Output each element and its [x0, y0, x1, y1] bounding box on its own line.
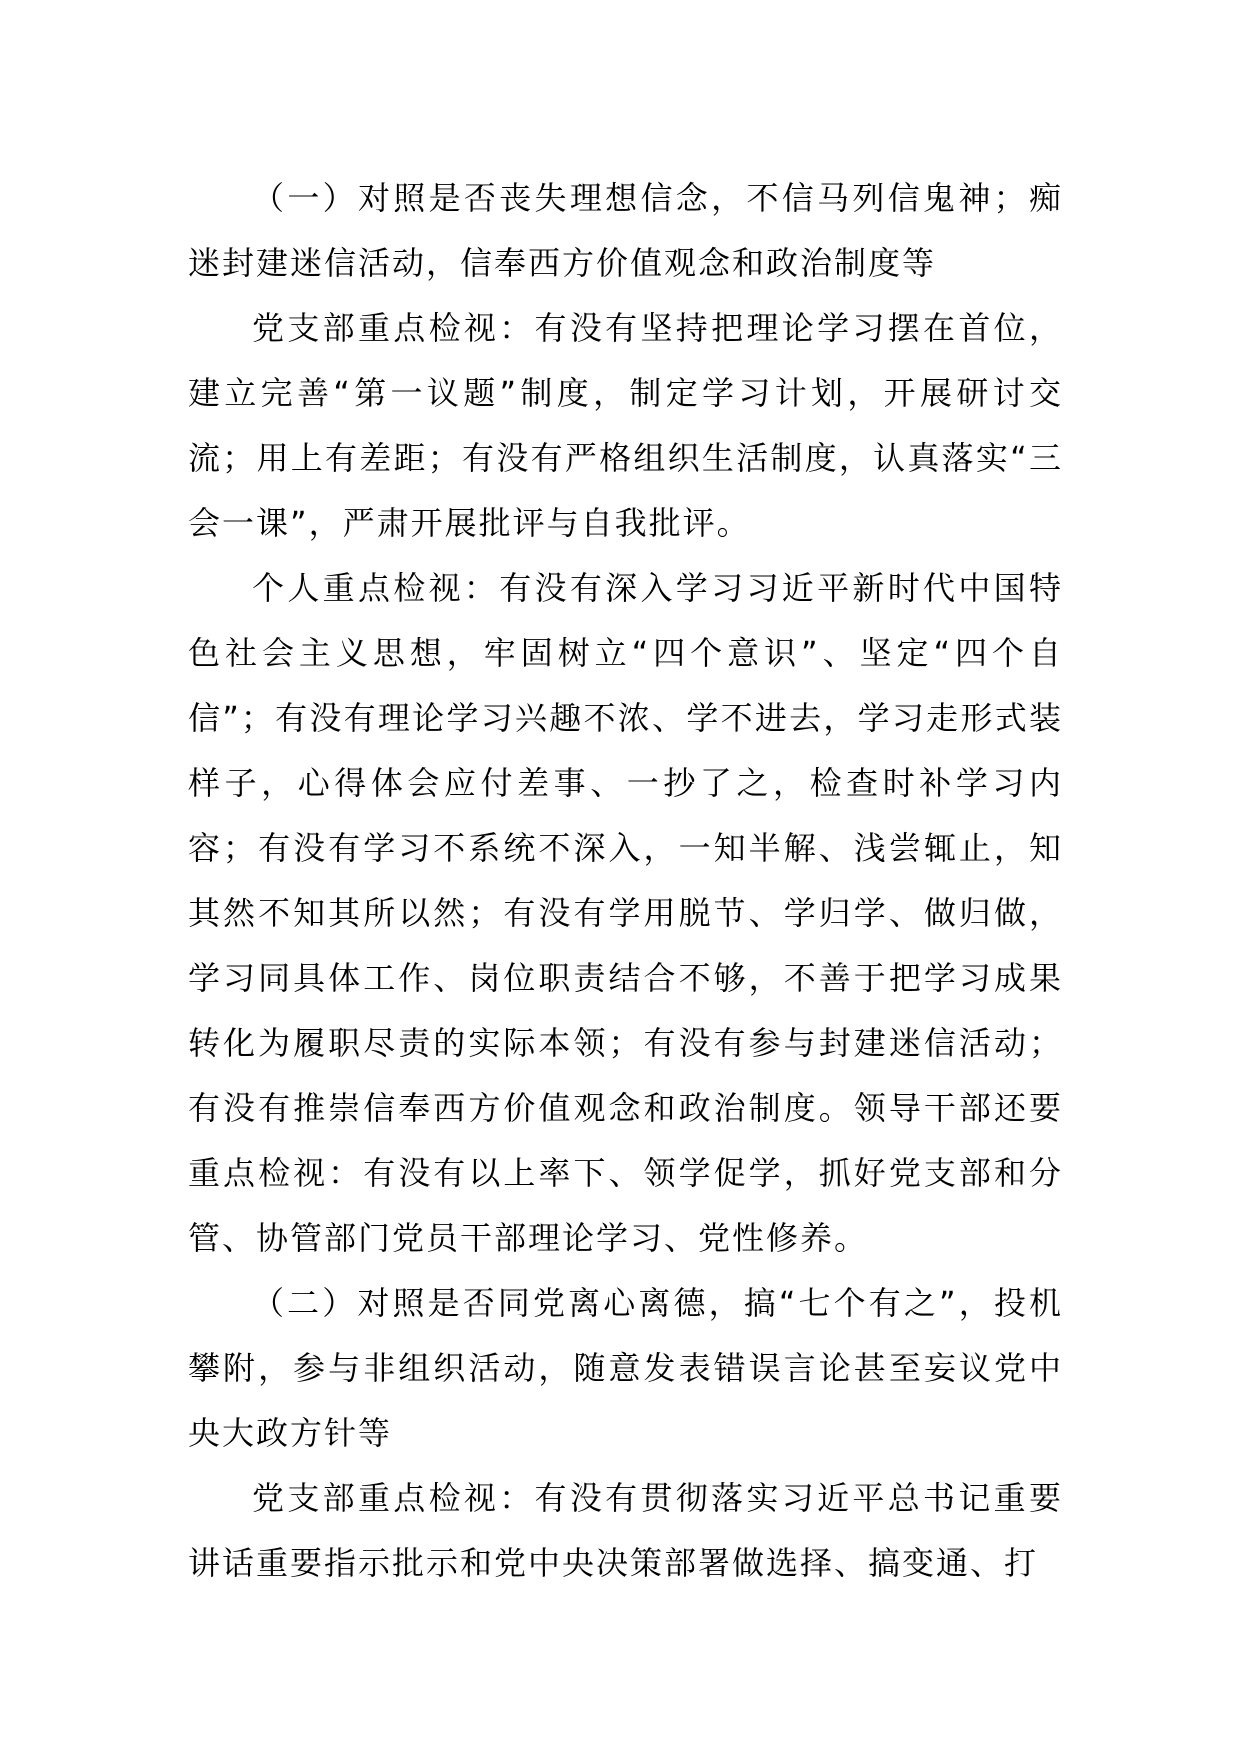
- paragraph-personal-review-1: 个人重点检视：有没有深入学习习近平新时代中国特色社会主义思想，牢固树立“四个意识”、坚定“四个自信”；有没有理论学习兴趣不浓、学不进去，学习走形式装样子，心得体会应付差事、一抄了之，检查时补学习内容；有没有学习不系统不深入，一知半解、浅尝辄止，知其然不知其所以然；有没有学用脱节、学归学、做归做，学习同具体工作、岗位职责结合不够，不善于把学习成果转化为履职尽责的实际本领；有没有参与封建迷信活动；有没有推崇信奉西方价值观念和政治制度。领导干部还要重点检视：有没有以上率下、领学促学，抓好党支部和分管、协管部门党员干部理论学习、党性修养。: [188, 569, 1063, 1257]
- section-heading-2: （二）对照是否同党离心离德，搞“七个有之”，投机攀附，参与非组织活动，随意发表错误言论甚至妄议党中央大政方针等: [188, 1284, 1063, 1452]
- section-heading-1: （一）对照是否丧失理想信念，不信马列信鬼神；痴迷封建迷信活动，信奉西方价值观念和政治制度等: [188, 179, 1063, 282]
- paragraph-branch-review-1: 党支部重点检视：有没有坚持把理论学习摆在首位，建立完善“第一议题”制度，制定学习计划，开展研讨交流；用上有差距；有没有严格组织生活制度，认真落实“三会一课”，严肃开展批评与自我批评。: [188, 309, 1063, 542]
- document-page: [188, 166, 1063, 1596]
- paragraph-branch-review-2: 党支部重点检视：有没有贯彻落实习近平总书记重要讲话重要指示批示和党中央决策部署做选择、搞变通、打: [188, 1479, 1063, 1582]
